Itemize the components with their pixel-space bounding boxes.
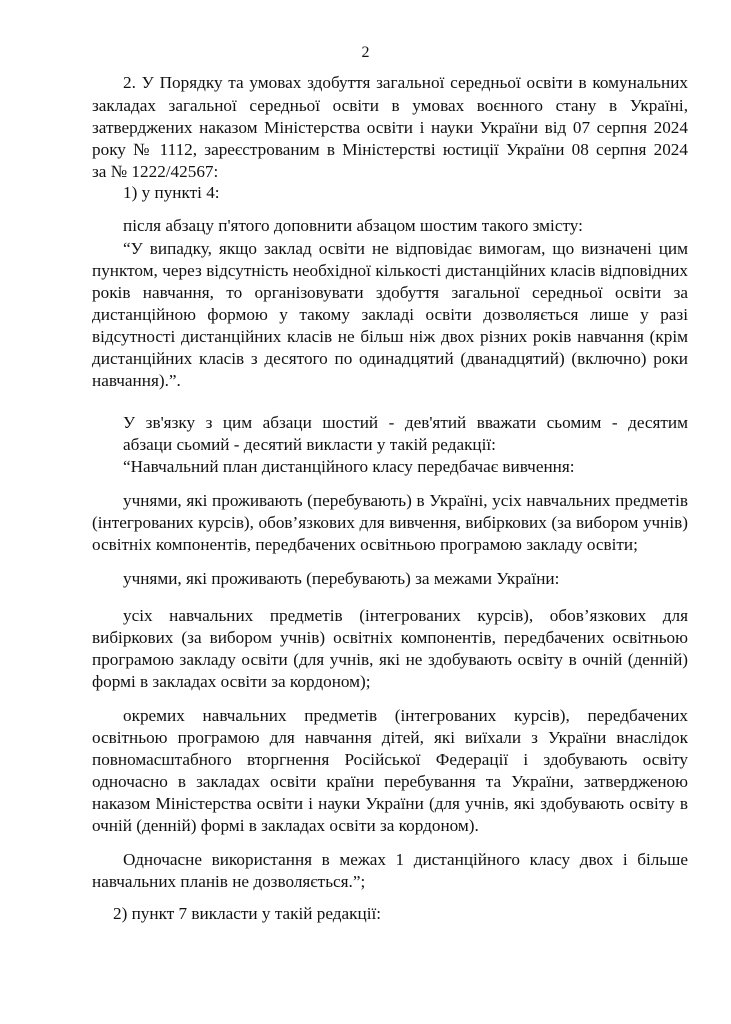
text-line: формі в закладах освіти за кордоном); bbox=[92, 672, 371, 691]
text-line: відсутності дистанційних класів не більш ніж двох різних років навчання (крім bbox=[92, 327, 688, 346]
text-line: У зв'язку з цим абзаци шостий - дев'ятий вважати сьомим - десятим bbox=[123, 413, 688, 432]
text-line: затверджених наказом Міністерства освіти і науки України від 07 серпня 2024 bbox=[92, 118, 688, 137]
text-line: “Навчальний план дистанційного класу передбачає вивчення: bbox=[123, 457, 575, 476]
text-line: повномасштабного вторгнення Російської Федерації і здобувають освіту bbox=[92, 750, 688, 769]
text-line: закладах загальної середньої освіти в умовах воєнного стану в Україні, bbox=[92, 96, 688, 115]
text-line: Одночасне використання в межах 1 дистанційного класу двох і більше bbox=[123, 850, 688, 869]
text-line: програмою закладу освіти (для учнів, які не здобувають освіту в очній (денній) bbox=[92, 650, 688, 669]
text-line: вибіркових (за вибором учнів) освітніх компонентів, передбачених освітньою bbox=[92, 628, 688, 647]
text-line: (інтегрованих курсів), обов’язкових для вивчення, вибіркових (за вибором учнів) bbox=[92, 513, 688, 532]
text-line: 2) пункт 7 викласти у такій редакції: bbox=[113, 904, 382, 923]
text-line: навчальних планів не дозволяється.”; bbox=[92, 872, 366, 891]
text-line: очній (денній) формі в закладах освіти за кордоном). bbox=[92, 816, 479, 835]
text-line: дистанційною формою у такому закладі освіти дозволяється лише у разі bbox=[92, 305, 688, 324]
text-line: одночасно в закладах освіти країни перебування та України, затвердженою bbox=[92, 772, 688, 791]
text-line: наказом Міністерства освіти і науки України (для учнів, які здобувають освіту в bbox=[92, 794, 688, 813]
text-line: за № 1222/42567: bbox=[92, 162, 219, 181]
page-number: 2 bbox=[361, 44, 370, 61]
text-line: навчання).”. bbox=[92, 371, 181, 390]
text-line: учнями, які проживають (перебувають) в Україні, усіх навчальних предметів bbox=[123, 491, 688, 510]
text-line: “У випадку, якщо заклад освіти не відповідає вимогам, що визначені цим bbox=[123, 239, 688, 258]
text-line: освітніх компонентів, передбачених освітньою програмою закладу освіти; bbox=[92, 535, 638, 554]
text-line: учнями, які проживають (перебувають) за межами України: bbox=[123, 569, 560, 588]
text-line: окремих навчальних предметів (інтегрованих курсів), передбачених bbox=[123, 706, 688, 725]
text-line: абзаци сьомий - десятий викласти у такій редакції: bbox=[123, 435, 496, 454]
text-line: пунктом, через відсутність необхідної кількості дистанційних класів відповідних bbox=[92, 261, 688, 280]
text-line: року № 1112, зареєстрованим в Міністерстві юстиції України 08 серпня 2024 bbox=[92, 140, 688, 159]
text-line: освітньою програмою для навчання дітей, які виїхали з України внаслідок bbox=[92, 728, 688, 747]
text-line: років навчання, то організовувати здобуття загальної середньої освіти за bbox=[92, 283, 688, 302]
text-line: 1) у пункті 4: bbox=[123, 183, 220, 202]
text-line: після абзацу п'ятого доповнити абзацом шостим такого змісту: bbox=[123, 216, 583, 235]
text-line: 2. У Порядку та умовах здобуття загальної середньої освіти в комунальних bbox=[123, 73, 688, 92]
text-line: дистанційних класів з десятого по одинадцятий (дванадцятий) (включно) роки bbox=[92, 349, 688, 368]
text-line: усіх навчальних предметів (інтегрованих курсів), обов’язкових для bbox=[123, 606, 688, 625]
